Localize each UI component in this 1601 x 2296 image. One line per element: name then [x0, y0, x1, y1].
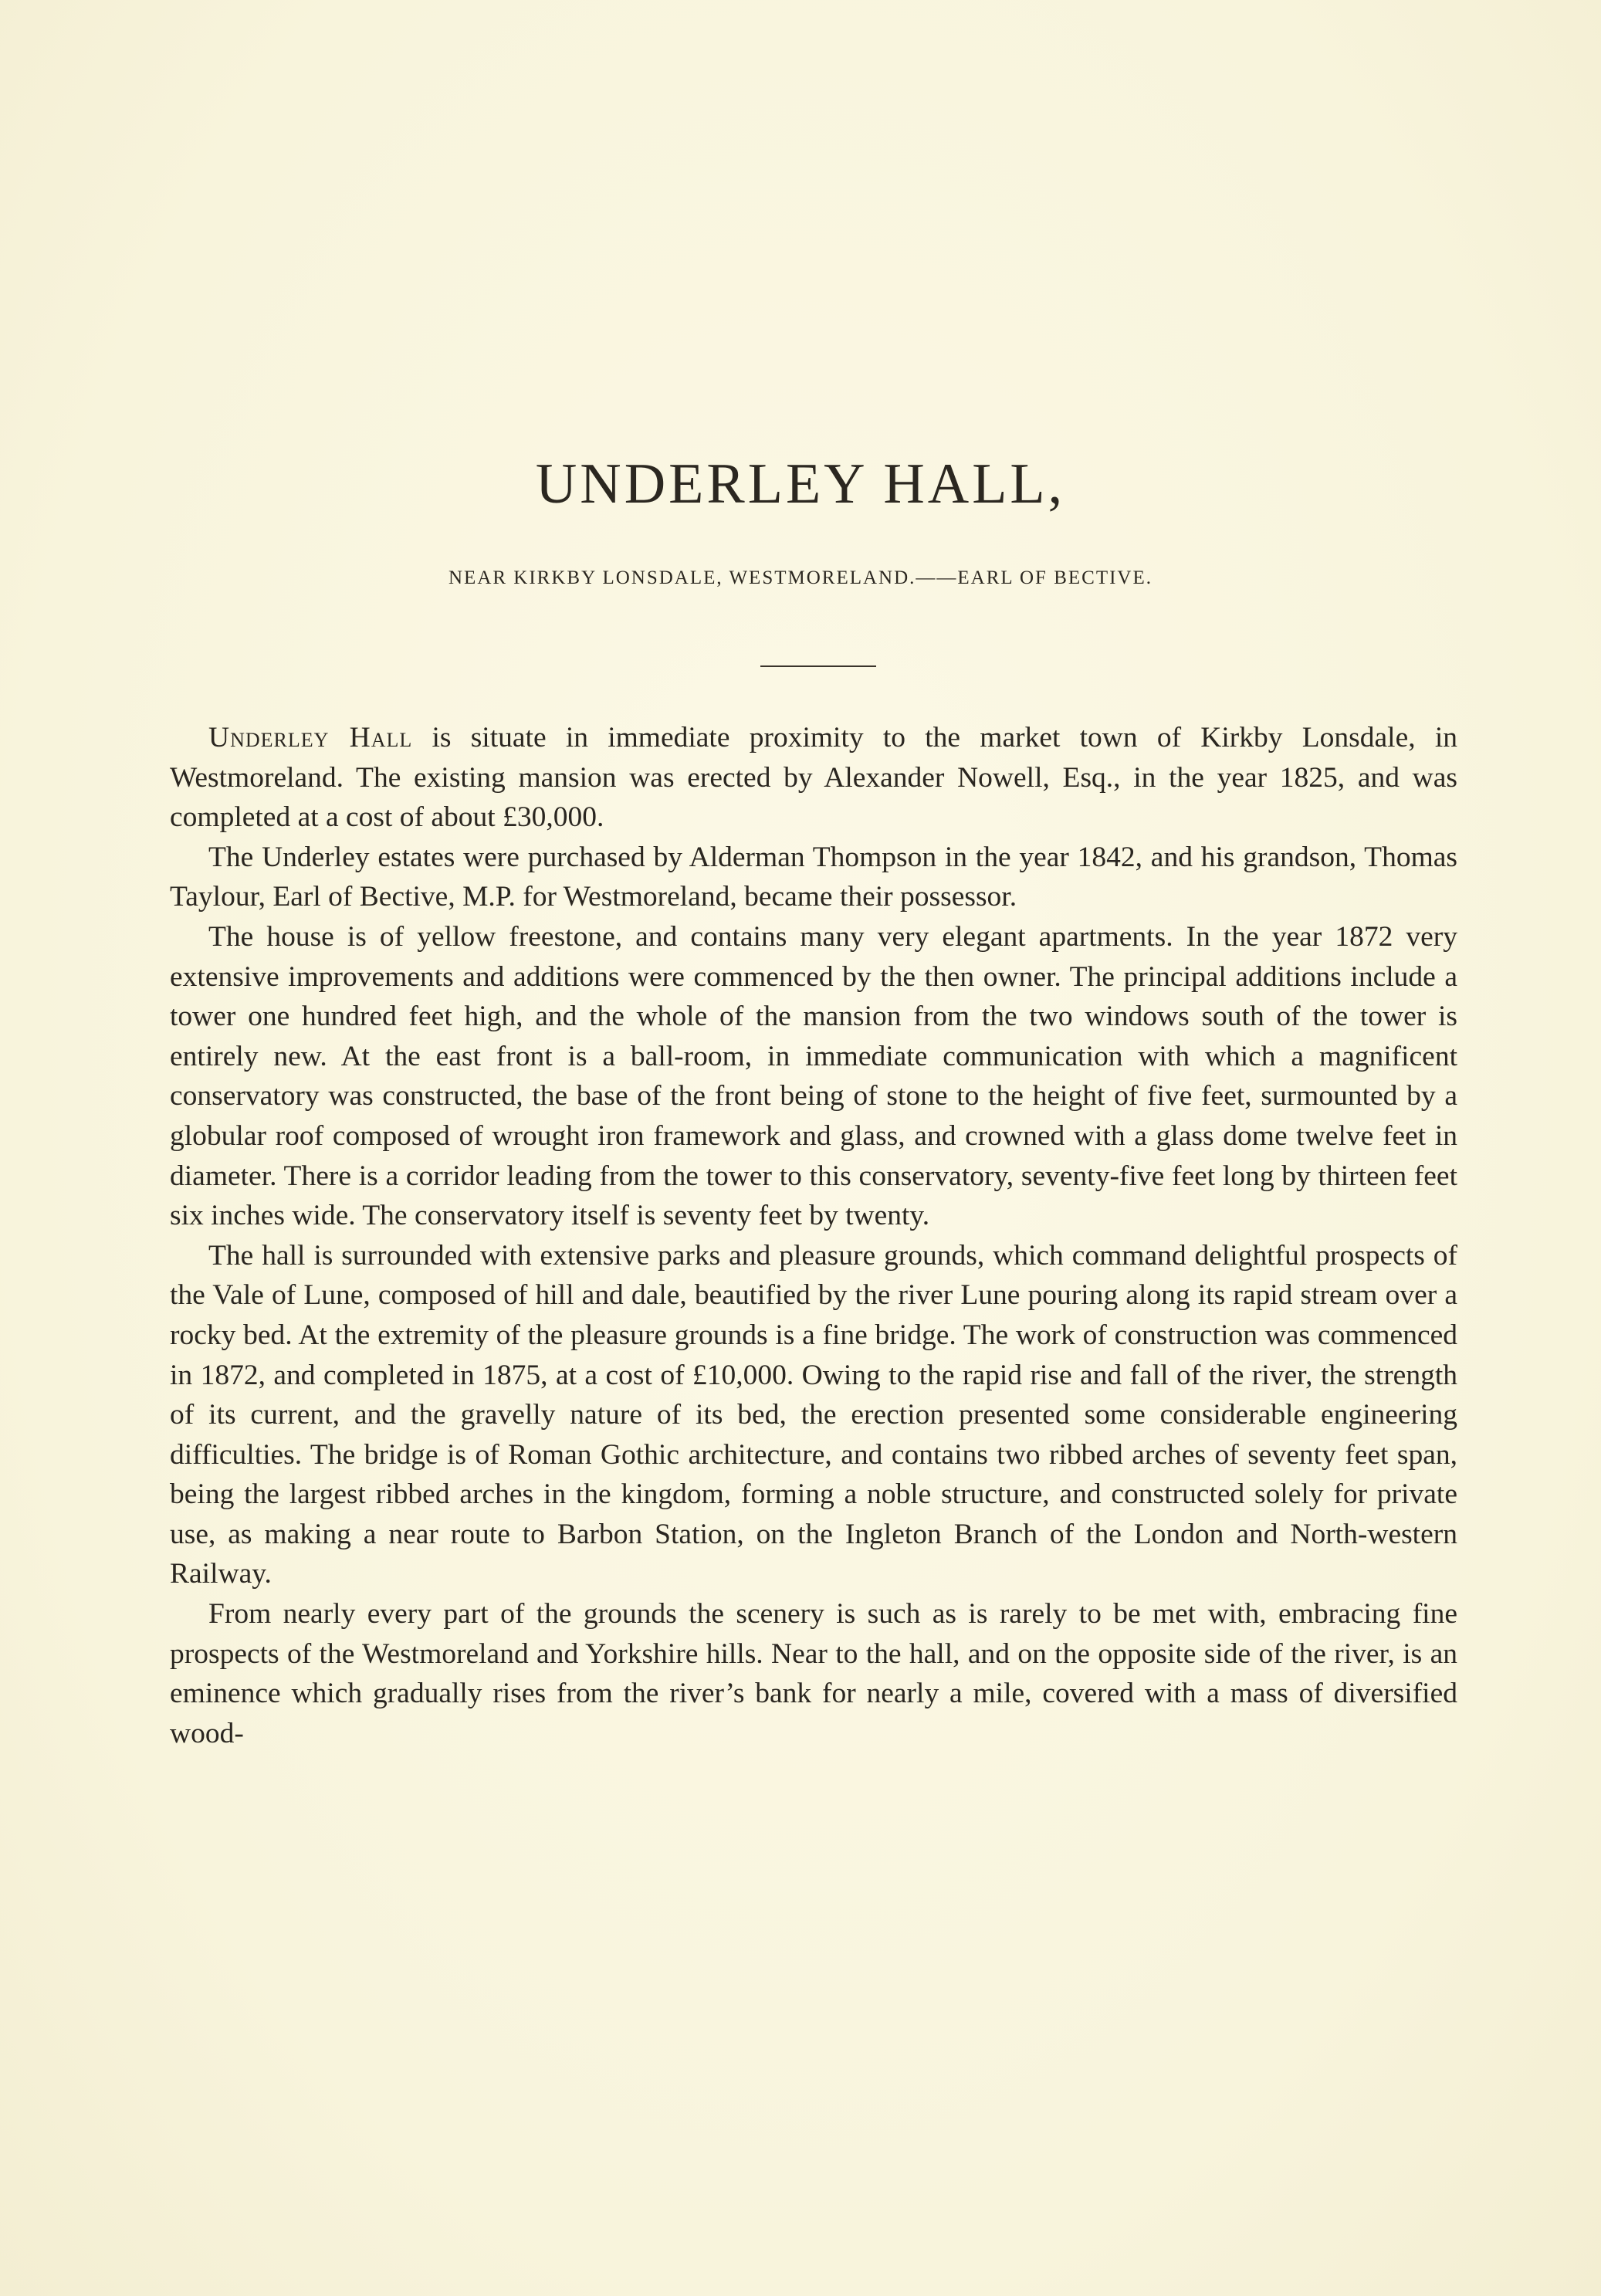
paragraph-1: [170, 718, 1457, 838]
paragraph-3: The house is of yellow freestone, and contains many very elegant apartments. In the year 1872 very extensive improvements and additions were commenced by the then owner. The principal additions include a tower one hundred feet high, and the whole of the mansion from the two windows south of the tower is entirely new. At the east front is a ball-room, in immediate communication with which a magnificent conservatory was constructed, the base of the front being of stone to the height of five feet, surmounted by a globular roof composed of wrought iron framework and glass, and crowned with a glass dome twelve feet in diameter. There is a corridor leading from the tower to this conservatory, seventy-five feet long by thirteen feet six inches wide. The conservatory itself is seventy feet by twenty.: [170, 920, 1457, 1232]
paragraph-lead: Underley Hall: [208, 722, 413, 753]
paragraph-2: The Underley estates were purchased by Alderman Thompson in the year 1842, and his grandson, Thomas Taylour, Earl of Bective, M.P. for Westmoreland, became their possessor.: [170, 841, 1457, 913]
paragraph-text: is situate in immediate proximity to the market town of Kirkby Lonsdale, in Westmoreland. The existing mansion was erected by Alexander Nowell, Esq., in the year 1825, and was completed at a cost of about £30,000.: [170, 722, 1457, 834]
title-divider: [760, 665, 876, 667]
body-text: [170, 718, 1457, 1753]
paragraph-4: The hall is surrounded with extensive parks and pleasure grounds, which command delightful prospects of the Vale of Lune, composed of hill and dale, beautified by the river Lune pouring along its rapid stream over a rocky bed. At the extremity of the pleasure grounds is a fine bridge. The work of construction was commenced in 1872, and completed in 1875, at a cost of £10,000. Owing to the rapid rise and fall of the river, the strength of its current, and the gravelly nature of its bed, the erection presented some considerable engineering difficulties. The bridge is of Roman Gothic architecture, and contains two ribbed arches of seventy feet span, being the largest ribbed arches in the kingdom, forming a noble structure, and constructed solely for private use, as making a near route to Barbon Station, on the Ingleton Branch of the London and North-western Railway.: [170, 1239, 1457, 1590]
page-subtitle: NEAR KIRKBY LONSDALE, WESTMORELAND.——EARL OF BECTIVE.: [448, 567, 1153, 588]
page-title: UNDERLEY HALL,: [535, 452, 1066, 516]
paragraph-5: From nearly every part of the grounds the scenery is such as is rarely to be met with, embracing fine prospects of the Westmoreland and Yorkshire hills. Near to the hall, and on the opposite side of the river, is an eminence which gradually rises from the river’s bank for nearly a mile, covered with a mass of diversified wood-: [170, 1598, 1457, 1749]
